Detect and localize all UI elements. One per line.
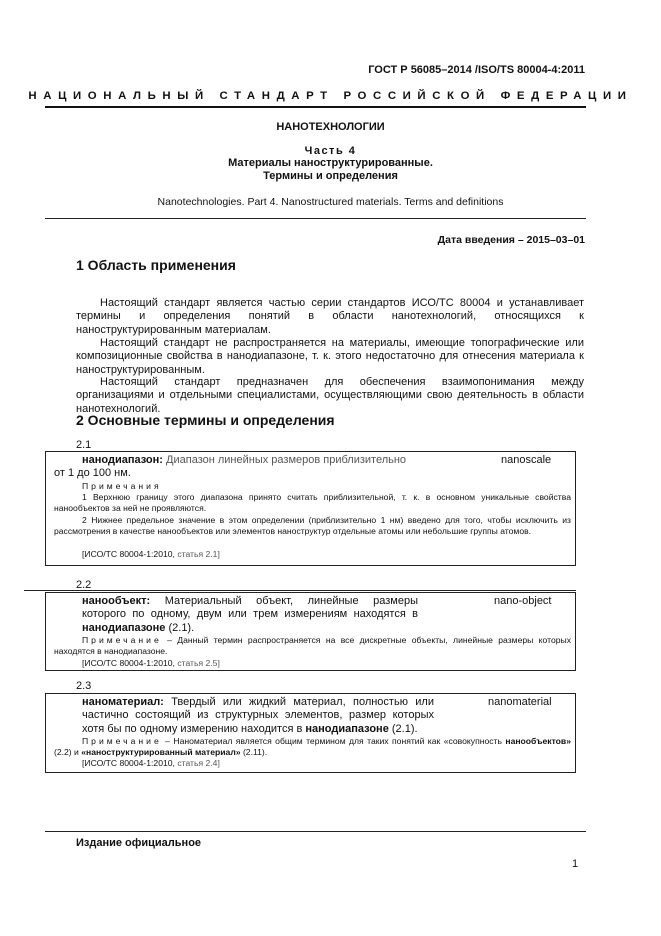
section1-paragraph: Настоящий стандарт не распространяется на материалы, имеющие топографические или композиционные свойства в нанодиапазоне, т. к. этого недостаточно для отнесения материала к наноструктурированным.: [76, 337, 584, 376]
term-english: nanoscale: [501, 454, 552, 466]
note-text: – Наноматериал является общим термином для таких понятий как «совокупность: [161, 736, 506, 746]
term-english: nanomaterial: [488, 696, 552, 708]
source-reference: [82, 658, 220, 668]
section1-paragraph: Настоящий стандарт является частью серии стандартов ИСО/ТС 80004 и устанавливает термины и определения понятий в области нанотехнологий, относящихся к наноструктурированным материалам.: [76, 297, 584, 336]
note-term-ref: «наноструктурированный материал»: [81, 746, 241, 757]
term-entry-nanomaterial: [45, 693, 576, 773]
term-entry-nanoscale: [45, 451, 576, 566]
term-reference-num: (2.1).: [388, 722, 418, 735]
term-number: 2.2: [76, 579, 92, 591]
header-rule: [45, 106, 586, 108]
note-text: (2.2) и: [54, 746, 82, 757]
footer-rule: [45, 831, 586, 832]
edition-label: Издание официальное: [76, 837, 202, 849]
term-number: 2.1: [76, 439, 92, 451]
introduction-date: Дата введения – 2015–03–01: [437, 234, 585, 246]
term-name: нанодиапазон:: [82, 454, 163, 466]
source-clause: статья 2.1]: [177, 549, 220, 559]
note-item: [54, 736, 571, 758]
source-clause: статья 2.4]: [177, 758, 220, 768]
note-text: (2.11).: [240, 746, 268, 757]
section1-heading: 1 Область применения: [76, 257, 236, 273]
note-item: 1 Верхнюю границу этого диапазона принято считать приблизительной, т. к. в основном уникальные свойства нанообъектов за ней не проявляются.: [54, 492, 571, 513]
note-item: 2 Нижнее предельное значение в этом определении (приблизительно 1 нм) введено для того, чтобы исключить из рассмотрения в качестве нанообъектов или элементов наноструктур отдельные атомы или небольшие группы атомов.: [54, 515, 571, 536]
doc-title: НАНОТЕХНОЛОГИИ: [276, 121, 385, 133]
source-reference: [82, 549, 220, 559]
entry-divider: [24, 590, 576, 591]
term-definition-text: Материальный объект, линейные размеры которого по одному, двум или трем измерениям находятся в: [82, 595, 418, 621]
note-label: Примечание: [82, 736, 162, 746]
national-standard-label: НАЦИОНАЛЬНЫЙ СТАНДАРТ РОССИЙСКОЙ ФЕДЕРАЦИИ: [28, 90, 633, 102]
term-name: наноматериал:: [82, 696, 164, 708]
term-definition: [82, 595, 418, 635]
note-label: Примечание: [82, 635, 162, 645]
term-definition-text: Твердый или жидкий материал, полностью или частично состоящий из структурных элементов, размер которых хотя бы по одному измерению находится в: [82, 696, 434, 735]
note-item: [54, 635, 571, 657]
term-reference-num: (2.1).: [165, 621, 195, 634]
standard-code: ГОСТ Р 56085–2014 /ISO/TS 80004-4:2011: [368, 64, 585, 76]
term-name: нанообъект:: [82, 595, 151, 607]
source-ref: [ИСО/ТС 80004-1:2010,: [82, 658, 175, 668]
section2-heading: 2 Основные термины и определения: [76, 412, 335, 428]
term-entry-nano-object: [45, 592, 576, 671]
term-definition-cont: от 1 до 100 нм.: [54, 467, 131, 479]
notes-heading: Примечания: [82, 481, 162, 491]
term-reference: нанодиапазоне: [305, 722, 389, 735]
note-term-ref: нанообъектов»: [505, 736, 571, 746]
term-reference: нанодиапазоне: [82, 621, 166, 634]
term-number: 2.3: [76, 680, 92, 692]
term-definition: [82, 696, 434, 736]
source-clause: статья 2.5]: [177, 658, 220, 668]
doc-subtitle-line1: Материалы наноструктурированные.: [228, 157, 433, 169]
doc-part: Часть 4: [304, 145, 357, 157]
source-ref: [ИСО/ТС 80004-1:2010,: [82, 758, 175, 768]
source-ref: [ИСО/ТС 80004-1:2010,: [82, 549, 175, 559]
doc-subtitle-line2: Термины и определения: [263, 170, 398, 182]
source-reference: [82, 758, 220, 768]
term-definition: [82, 454, 422, 467]
page-number: 1: [572, 858, 579, 870]
title-rule: [45, 218, 586, 219]
section1-paragraph: Настоящий стандарт предназначен для обеспечения взаимопонимания между организациями и отдельными специалистами, осуществляющими свою деятельность в области нанотехнологий.: [76, 376, 584, 415]
term-definition-text: Диапазон линейных размеров приблизительно: [162, 454, 407, 466]
term-english: nano-object: [494, 595, 552, 607]
doc-english-title: Nanotechnologies. Part 4. Nanostructured materials. Terms and definitions: [157, 196, 504, 208]
note-text: – Данный термин распространяется на все дискретные объекты, линейные размеры которых находятся в нанодиапазоне.: [54, 635, 571, 656]
